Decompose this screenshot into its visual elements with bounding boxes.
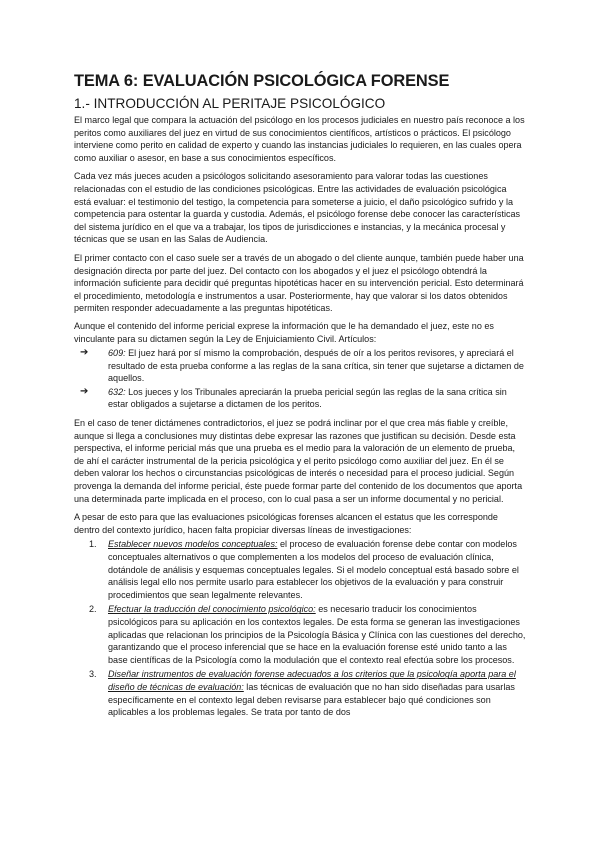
list-number: 1.: [89, 539, 97, 550]
articles-list: [74, 347, 526, 411]
paragraph-4: Aunque el contenido del informe pericial exprese la información que le ha demandado el juez, este no es vinculante para su dictamen según la Ley de Enjuiciamiento Civil. Artículos:: [74, 320, 494, 344]
paragraph-5: En el caso de tener dictámenes contradictorios, el juez se podrá inclinar por el que crea más fiable y creíble, aunque si llega a conclusiones muy distintas debe expresar las razones que justifican su decisión. Desde esta perspectiva, el informe pericial más que una prueba es el medio para la valoración de un elemento de prueba, de ahí el carácter instrumental de la pericia psicológica y el perito psicólogo como auxiliar del juez. En él se deben valorar los hechos o circunstancias psicológicas de interés o necesidad para el proceso judicial. Según provenga la demanda del informe pericial, éste puede formar parte del contenido de los documentos que aporta una determinada parte implicada en el proceso, con lo cual pasa a ser un informe documental y no pericial.: [74, 418, 523, 504]
arrow-icon: ➔: [80, 385, 89, 397]
section-heading: 1.- INTRODUCCIÓN AL PERITAJE PSICOLÓGICO: [74, 96, 386, 111]
research-line-item: [74, 538, 526, 601]
research-line-text: las técnicas de evaluación que no han sido diseñadas para usarlas específicamente en el contexto legal deben revisarse para establecer bajo qué condiciones son aplicables a los problemas legales. Se trata por tanto de dos: [108, 681, 515, 718]
document-page: [74, 70, 526, 721]
paragraph-3: El primer contacto con el caso suele ser a través de un abogado o del cliente aunque, también puede haber una designación directa por parte del juez. Del contacto con los abogados y el juez el psicólogo obtendrá la información suficiente para decidir qué preguntas hipotéticas hacer en su intervención pericial. Esto determinará el procedimiento, metodología e instrumentos a usar. Posteriormente, hay que valorar si los datos obtenidos permiten responder adecuadamente a las preguntas hipotéticas.: [74, 252, 524, 314]
article-text: Los jueces y los Tribunales apreciarán la prueba pericial según las reglas de la sana crítica sin estar obligados a sujetarse a dictamen de los peritos.: [108, 386, 507, 410]
paragraph-1: El marco legal que compara la actuación del psicólogo en los procesos judiciales en nuestro país reconoce a los peritos como auxiliares del juez en virtud de sus conocimientos científicos, artísticos o prácticos. El psicólogo interviene como perito en calidad de experto y cuando las instancias judiciales lo requieren, en las cuales opera como auxiliar o asesor, en base a sus conocimientos específicos.: [74, 115, 525, 163]
article-ref: 609:: [108, 348, 126, 359]
article-ref: 632:: [108, 386, 126, 397]
research-line-head: Efectuar la traducción del conocimiento psicológico:: [108, 604, 316, 615]
paragraph-2: Cada vez más jueces acuden a psicólogos solicitando asesoramiento para valorar todas las cuestiones relacionadas con el estudio de las condiciones psicológicas. Entre las actividades de evaluación psicológica está evaluar: el testimonio del testigo, la competencia para someterse a juicio, el daño psicológico sufrido y la competencia para ostentar la guarda y custodia. Además, el psicólogo forense debe conocer las características del sistema jurídico en el que va a trabajar, los tipos de jurisdicciones e instancias, y la mecánica procesal y técnicas que se usan en las Salas de Audiencia.: [74, 171, 521, 245]
research-line-text: el proceso de evaluación forense debe contar con modelos conceptuales alternativos o que complementen a los modelos del proceso de evaluación clínica, dotándole de análisis y esquemas conceptuales legales. Si el modelo conceptual está basado sobre el análisis legal ello nos permite usarlo para establecer los objetivos de la evaluación y para construir procedimientos que sean legalmente relevantes.: [108, 539, 519, 600]
research-line-head: Diseñar instrumentos de evaluación forense adecuados a los criterios que la psicología aporta para el diseño de técnicas de evaluación:: [108, 669, 516, 692]
document-title: TEMA 6: EVALUACIÓN PSICOLÓGICA FORENSE: [74, 72, 450, 90]
article-item: [74, 386, 526, 411]
research-line-head: Establecer nuevos modelos conceptuales:: [108, 539, 278, 550]
list-number: 3.: [89, 669, 97, 680]
article-item: [74, 347, 526, 385]
article-text: El juez hará por sí mismo la comprobación, después de oír a los peritos revisores, y apreciará el resultado de esta prueba conforme a las reglas de la sana crítica, sin tener que sujetarse a dictamen de aquellos.: [108, 348, 524, 384]
research-line-item: [74, 603, 526, 666]
research-lines-list: [74, 538, 526, 718]
arrow-icon: ➔: [80, 347, 89, 359]
list-number: 2.: [89, 604, 97, 615]
paragraph-6: A pesar de esto para que las evaluaciones psicológicas forenses alcancen el estatus que les corresponde dentro del contexto jurídico, hacen falta propiciar diversas líneas de investigaciones:: [74, 512, 498, 535]
research-line-item: [74, 668, 526, 718]
research-line-text: es necesario traducir los conocimientos psicológicos para su aplicación en los contextos legales. De esta forma se generan las investigaciones aplicadas que relacionan los principios de la Psicología Básica y Clínica con las cuestiones del derecho, garantizando que el proceso inferencial que se hace en la evaluación forense esté unido tanto a las base científicas de la Psicología como la modulación que el contexto real efectúa sobre los procesos.: [108, 604, 526, 665]
